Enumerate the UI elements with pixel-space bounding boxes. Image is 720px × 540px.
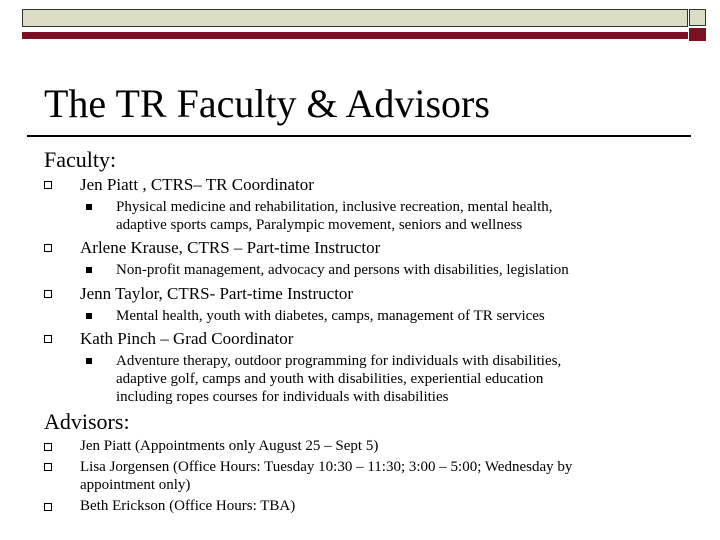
advisors-heading: Advisors: [44,409,130,434]
faculty-bullet-icon [44,290,52,298]
decorative-header-bar [22,9,706,39]
detail-bullet-icon [86,204,92,210]
faculty-detail: Physical medicine and rehabilitation, inclusive recreation, mental health, [116,199,553,215]
faculty-name: Arlene Krause, CTRS – Part-time Instructor [80,238,381,257]
advisor-entry: Beth Erickson (Office Hours: TBA) [80,498,296,514]
faculty-bullet-icon [44,335,52,343]
advisor-entry: Jen Piatt (Appointments only August 25 – Sept 5) [80,438,379,454]
advisor-bullet-icon [44,463,52,471]
advisor-entry-continued: appointment only) [80,477,191,493]
title-divider [27,135,691,137]
faculty-name: Jen Piatt , CTRS– TR Coordinator [80,175,314,194]
advisor-entry: Lisa Jorgensen (Office Hours: Tuesday 10:30 – 11:30; 3:00 – 5:00; Wednesday by [80,459,573,475]
faculty-bullet-icon [44,181,52,189]
detail-bullet-icon [86,358,92,364]
faculty-detail: Non-profit management, advocacy and persons with disabilities, legislation [116,262,569,278]
header-red-square [689,28,706,41]
advisor-bullet-icon [44,503,52,511]
header-red-band [22,32,688,39]
faculty-heading: Faculty: [44,147,117,172]
advisor-bullet-icon [44,443,52,451]
faculty-detail: Mental health, youth with diabetes, camps, management of TR services [116,308,545,324]
faculty-detail: adaptive sports camps, Paralympic movement, seniors and wellness [116,217,523,233]
faculty-name: Jenn Taylor, CTRS- Part-time Instructor [80,284,354,303]
header-grey-square [689,9,706,26]
faculty-detail: adaptive golf, camps and youth with disabilities, experiential education [116,371,544,387]
slide-title: The TR Faculty & Advisors [44,81,490,126]
detail-bullet-icon [86,313,92,319]
header-grey-band [22,9,688,27]
detail-bullet-icon [86,267,92,273]
faculty-detail: including ropes courses for individuals with disabilities [116,389,449,405]
faculty-detail: Adventure therapy, outdoor programming for individuals with disabilities, [116,353,562,369]
faculty-name: Kath Pinch – Grad Coordinator [80,329,294,348]
faculty-bullet-icon [44,244,52,252]
